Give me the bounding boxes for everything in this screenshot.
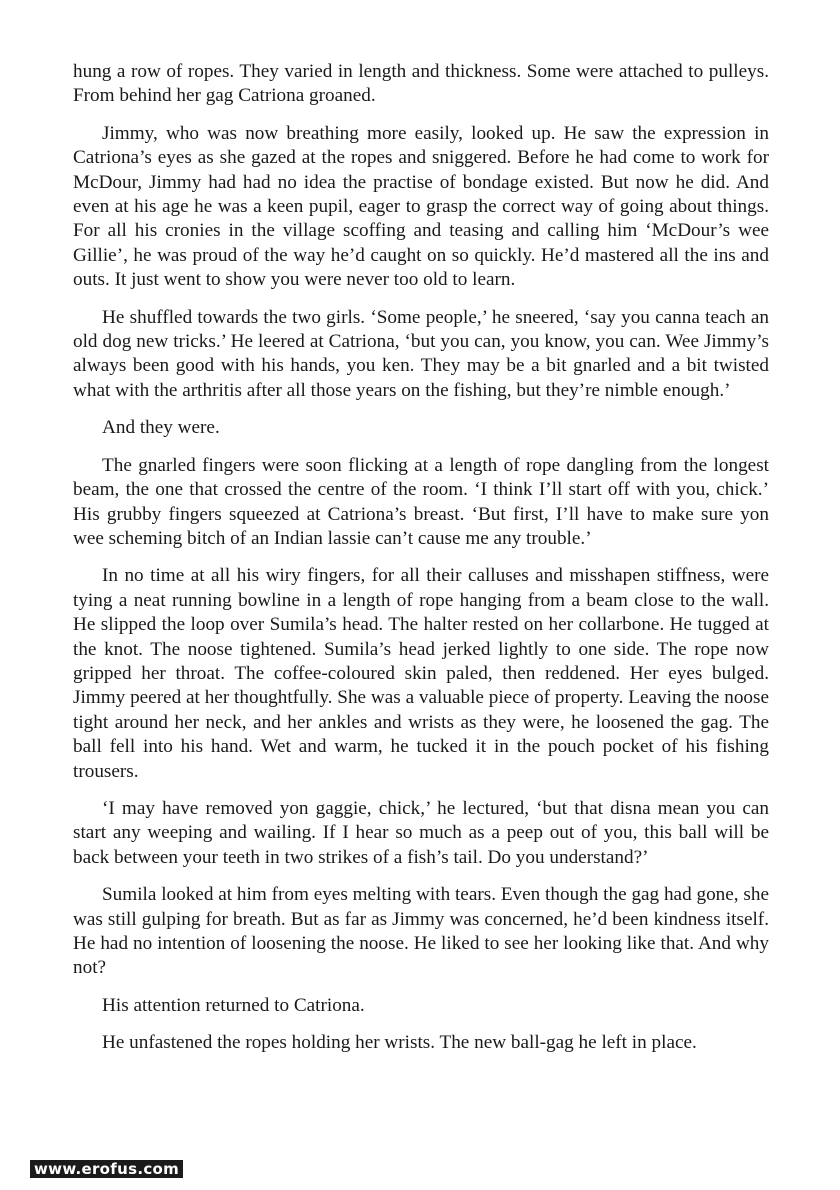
paragraph: And they were. [102,417,220,439]
paragraph: He unfastened the ropes holding her wrists. The new ball-gag he left in place. [102,1032,697,1054]
paragraph: In no time at all his wiry fingers, for all their calluses and misshapen stiffness, were tying a neat running bowline in a length of rope hanging from a beam close to the wall. He slipped the loop over Sumila’s head. The halter rested on her collarbone. He tugged at the knot. The noose tightened. Sumila’s head jerked lightly to one side. The rope now gripped her throat. The coffee-coloured skin paled, then reddened. Her eyes bulged. Jimmy peered at her thoughtfully. She was a valuable piece of property. Leaving the noose tight around her neck, and her ankles and wrists as they were, he loosened the gag. The ball fell into his hand. Wet and warm, he tucked it in the pouch pocket of his fishing trousers. [73,565,769,782]
paragraph: He shuffled towards the two girls. ‘Some people,’ he sneered, ‘say you canna teach an old dog new tricks.’ He leered at Catriona, ‘but you can, you know, you can. Wee Jimmy’s always been good with his hands, you ken. They may be a bit gnarled and a bit twisted what with the arthritis after all those years on the fishing, but they’re nimble enough.’ [73,306,769,401]
paragraph: Sumila looked at him from eyes melting with tears. Even though the gag had gone, she was still gulping for breath. But as far as Jimmy was concerned, he’d been kindness itself. He had no intention of loosening the noose. He liked to see her looking like that. And why not? [73,884,769,979]
paragraph: ‘I may have removed yon gaggie, chick,’ he lectured, ‘but that disna mean you can start any weeping and wailing. If I hear so much as a peep out of you, this ball will be back between your teeth in two strikes of a fish’s tail. Do you understand?’ [73,797,769,868]
paragraph: hung a row of ropes. They varied in length and thickness. Some were attached to pulleys. From behind her gag Catriona groaned. [73,61,769,107]
paragraph: His attention returned to Catriona. [102,994,365,1016]
paragraph: The gnarled fingers were soon flicking at a length of rope dangling from the longest beam, the one that crossed the centre of the room. ‘I think I’ll start off with you, chick.’ His grubby fingers squeezed at Catriona’s breast. ‘But first, I’ll have to make sure yon wee scheming bitch of an Indian lassie can’t cause me any trouble.’ [73,454,769,549]
watermark-label: www.erofus.com [30,1160,183,1178]
page-text-body [73,60,769,1069]
paragraph: Jimmy, who was now breathing more easily, looked up. He saw the expression in Catriona’s eyes as she gazed at the ropes and sniggered. Before he had come to work for McDour, Jimmy had had no idea the practise of bondage existed. But now he did. And even at his age he was a keen pupil, eager to grasp the correct way of going about things. For all his cronies in the village scoffing and teasing and calling him ‘McDour’s wee Gillie’, he was proud of the way he’d caught on so quickly. He’d mastered all the ins and outs. It just went to show you were never too old to learn. [73,122,769,291]
